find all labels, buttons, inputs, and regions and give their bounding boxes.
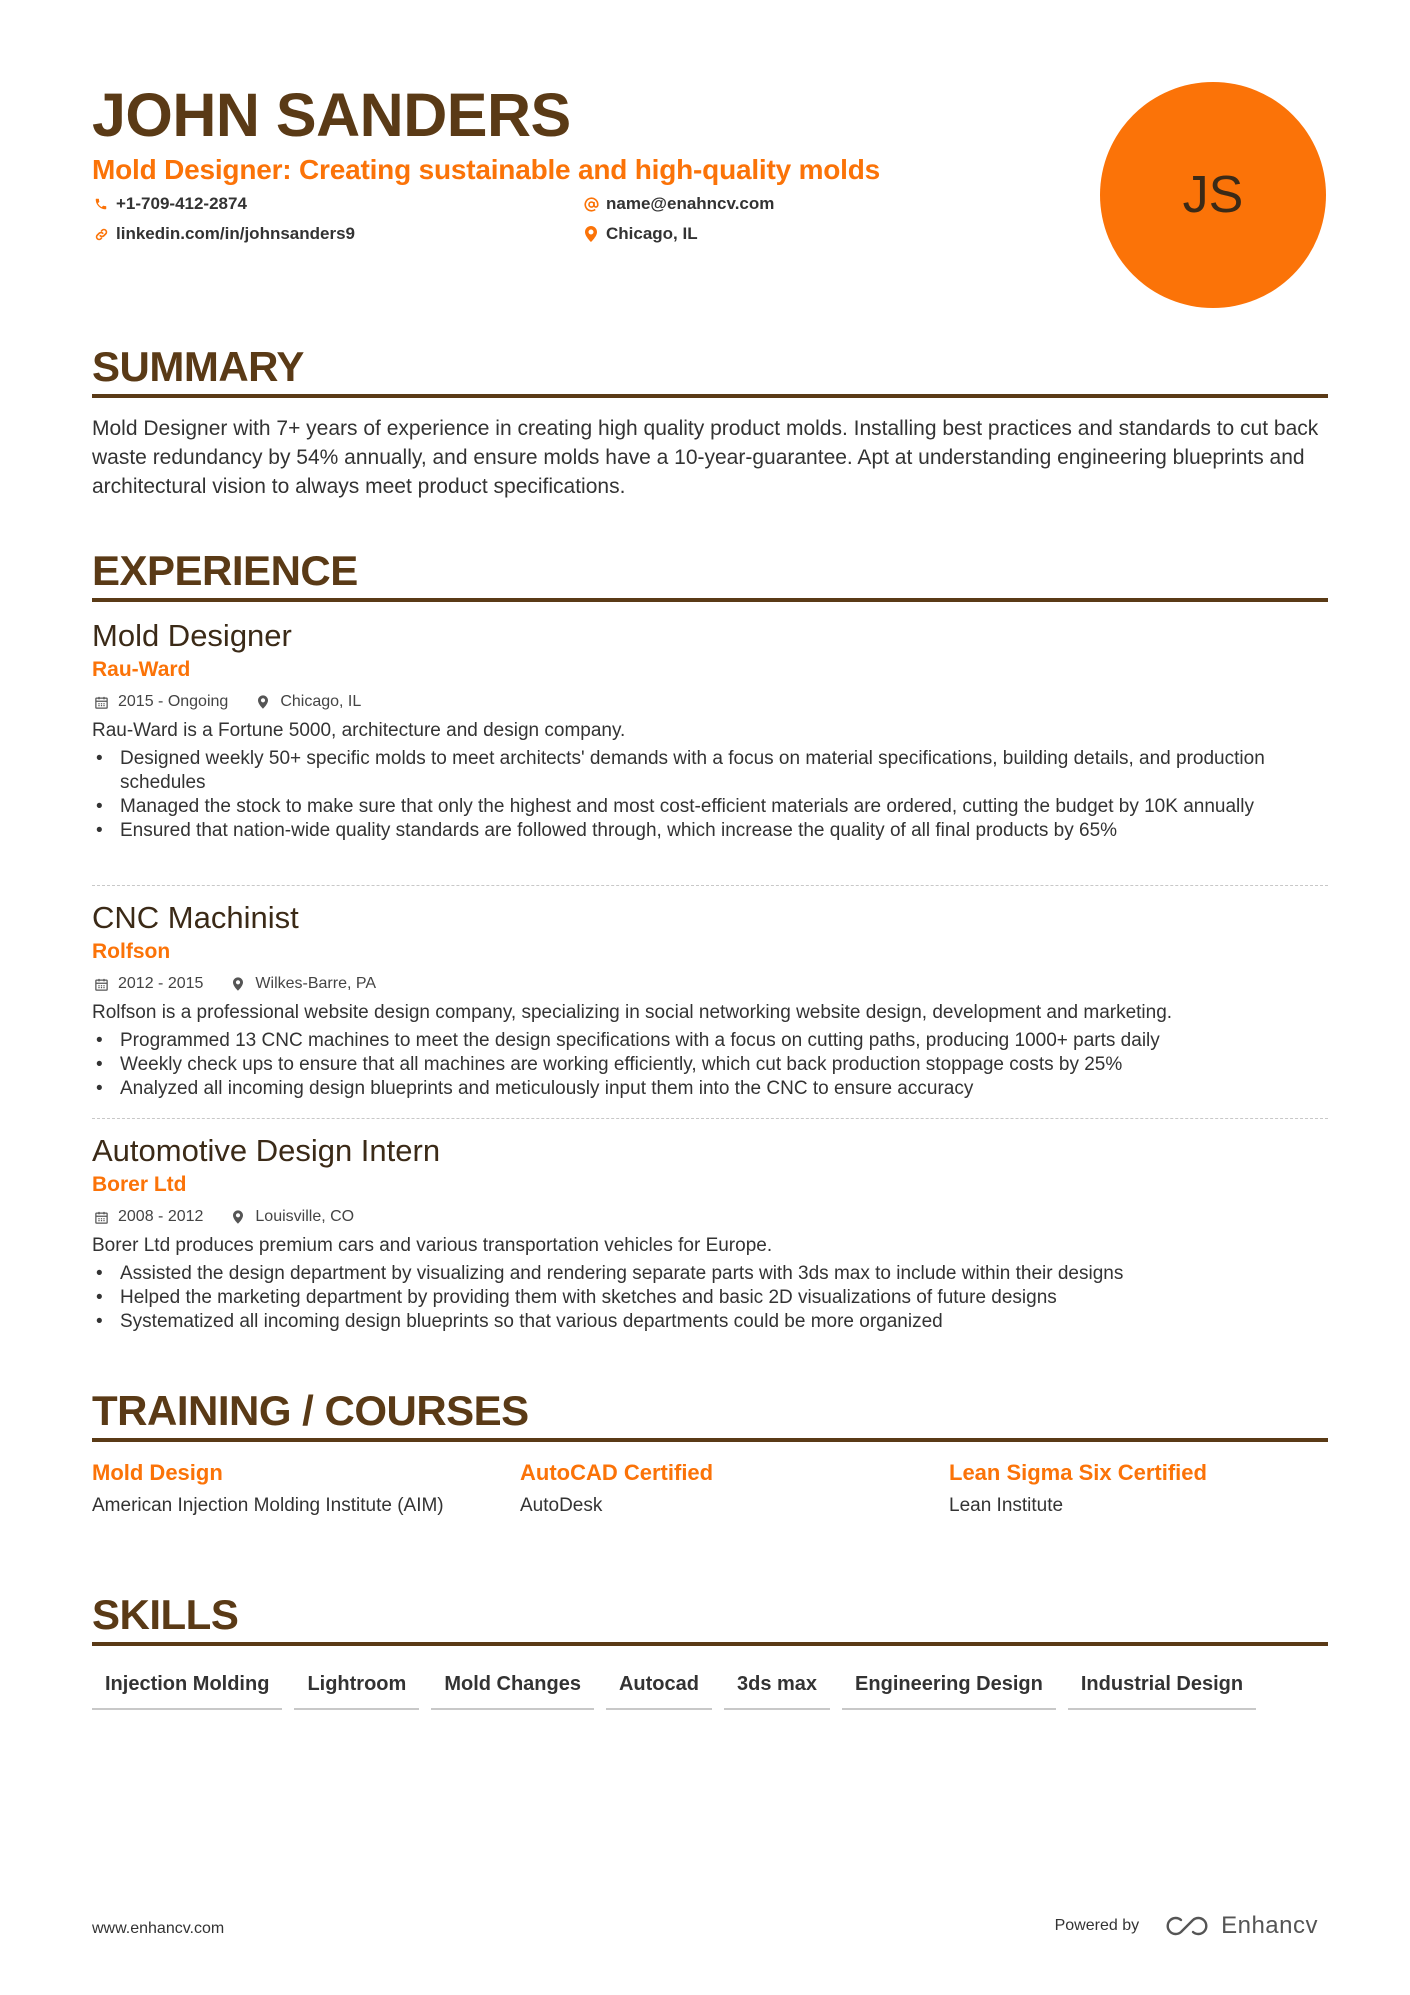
course-org: AutoDesk (520, 1495, 603, 1516)
course-org: Lean Institute (949, 1495, 1064, 1516)
job-description: Borer Ltd produces premium cars and various transportation vehicles for Europe. (92, 1235, 773, 1256)
job-location (229, 973, 376, 995)
calendar-icon (92, 693, 110, 711)
location-pin-icon (229, 1208, 247, 1226)
enhancv-logo-icon (1163, 1914, 1211, 1938)
course-entry (92, 1458, 492, 1518)
location-text: Chicago, IL (606, 224, 698, 243)
job-bullets (92, 747, 1328, 843)
section-title-summary: SUMMARY (92, 343, 304, 390)
location-pin-icon (582, 225, 600, 243)
job-description: Rolfson is a professional website design company, specializing in social networking website design, development and marketing. (92, 1002, 1173, 1023)
avatar-initials: JS (1100, 82, 1326, 308)
brand-name: Enhancv (1221, 1912, 1318, 1939)
job-bullet: • Designed weekly 50+ specific molds to meet architects' demands with a focus on material specifications, building details, and production schedules (92, 747, 1328, 795)
job-bullet: • Analyzed all incoming design blueprints and meticulously input them into the CNC to ensure accuracy (92, 1077, 1328, 1101)
course-title: Mold Design (92, 1460, 223, 1485)
section-divider (92, 1438, 1328, 1442)
job-meta (92, 973, 1328, 995)
job-bullet: • Managed the stock to make sure that only the highest and most cost-efficient materials are ordered, cutting the budget by 10K annually (92, 795, 1328, 819)
job-company: Borer Ltd (92, 1173, 187, 1196)
phone-icon (92, 195, 110, 213)
job-dates-text: 2015 - Ongoing (118, 693, 229, 710)
job-title: Mold Designer (92, 618, 292, 653)
headline: Mold Designer: Creating sustainable and high-quality molds (92, 154, 881, 185)
summary-text: Mold Designer with 7+ years of experience in creating high quality product molds. Installing best practices and standards to cut back waste redundancy by 54% annually, and ensure molds have a 10-year-guarantee. Apt at understanding engineering blueprints and architectural vision to always meet product specifications. (92, 417, 1319, 498)
job-location-text: Chicago, IL (280, 693, 362, 710)
skill-tag: Autocad (606, 1662, 712, 1710)
skill-tag: Injection Molding (92, 1662, 282, 1710)
job-bullet: • Systematized all incoming design blueprints so that various departments could be more organized (92, 1310, 1328, 1334)
phone-text: +1-709-412-2874 (116, 194, 247, 213)
section-divider (92, 598, 1328, 602)
calendar-icon (92, 1208, 110, 1226)
footer-website[interactable]: www.enhancv.com (92, 1920, 225, 1937)
contact-phone[interactable] (92, 193, 247, 215)
calendar-icon (92, 975, 110, 993)
job-dates (92, 973, 203, 995)
job-bullet: • Ensured that nation-wide quality standards are followed through, which increase the quality of all final products by 65% (92, 819, 1328, 843)
contact-email[interactable] (582, 193, 774, 215)
section-divider (92, 1642, 1328, 1646)
resume-page (92, 0, 1328, 1995)
job-dates (92, 1206, 203, 1228)
link-icon (92, 225, 110, 243)
skill-tag: Engineering Design (842, 1662, 1056, 1710)
skill-tag: Industrial Design (1068, 1662, 1256, 1710)
section-divider (92, 394, 1328, 398)
entry-separator (92, 885, 1328, 886)
job-bullets (92, 1262, 1328, 1334)
experience-entry (92, 899, 1328, 1101)
skill-tag: 3ds max (724, 1662, 830, 1710)
skill-tag: Mold Changes (431, 1662, 594, 1710)
location-pin-icon (229, 975, 247, 993)
job-dates-text: 2008 - 2012 (118, 1208, 204, 1225)
job-bullet: • Weekly check ups to ensure that all machines are working efficiently, which cut back production stoppage costs by 25% (92, 1053, 1328, 1077)
footer-branding (1055, 1912, 1318, 1940)
powered-by-text: Powered by (1054, 1917, 1140, 1934)
experience-entry (92, 1132, 1328, 1334)
course-entry (949, 1458, 1349, 1518)
course-entry (520, 1458, 920, 1518)
job-bullet: • Helped the marketing department by providing them with sketches and basic 2D visualizations of future designs (92, 1286, 1328, 1310)
contact-location (582, 223, 698, 245)
job-dates-text: 2012 - 2015 (118, 975, 204, 992)
job-meta (92, 691, 1328, 713)
job-location-text: Wilkes-Barre, PA (255, 975, 377, 992)
job-title: Automotive Design Intern (92, 1133, 441, 1168)
candidate-name: JOHN SANDERS (92, 81, 571, 149)
job-bullet: • Programmed 13 CNC machines to meet the design specifications with a focus on cutting paths, producing 1000+ parts daily (92, 1029, 1328, 1053)
job-description: Rau-Ward is a Fortune 5000, architecture and design company. (92, 720, 626, 741)
at-icon (582, 195, 600, 213)
section-title-experience: EXPERIENCE (92, 547, 358, 594)
brand-logo[interactable] (1163, 1912, 1318, 1940)
contact-linkedin[interactable] (92, 223, 355, 245)
course-title: Lean Sigma Six Certified (949, 1460, 1207, 1485)
job-dates (92, 691, 228, 713)
linkedin-text: linkedin.com/in/johnsanders9 (116, 224, 355, 243)
email-text: name@enahncv.com (606, 194, 775, 213)
job-company: Rau-Ward (92, 658, 191, 681)
section-title-training: TRAINING / COURSES (92, 1387, 529, 1434)
section-title-skills: SKILLS (92, 1591, 239, 1638)
skills-list (92, 1662, 1328, 1728)
job-meta (92, 1206, 1328, 1228)
job-bullets (92, 1029, 1328, 1101)
job-title: CNC Machinist (92, 900, 299, 935)
course-org: American Injection Molding Institute (AIM) (92, 1495, 444, 1516)
skill-tag: Lightroom (294, 1662, 419, 1710)
experience-entry (92, 617, 1328, 843)
job-location (254, 691, 361, 713)
job-location-text: Louisville, CO (255, 1208, 355, 1225)
course-title: AutoCAD Certified (520, 1460, 714, 1485)
job-bullet: • Assisted the design department by visualizing and rendering separate parts with 3ds max to include within their designs (92, 1262, 1328, 1286)
entry-separator (92, 1118, 1328, 1119)
job-location (229, 1206, 354, 1228)
job-company: Rolfson (92, 940, 171, 963)
location-pin-icon (254, 693, 272, 711)
